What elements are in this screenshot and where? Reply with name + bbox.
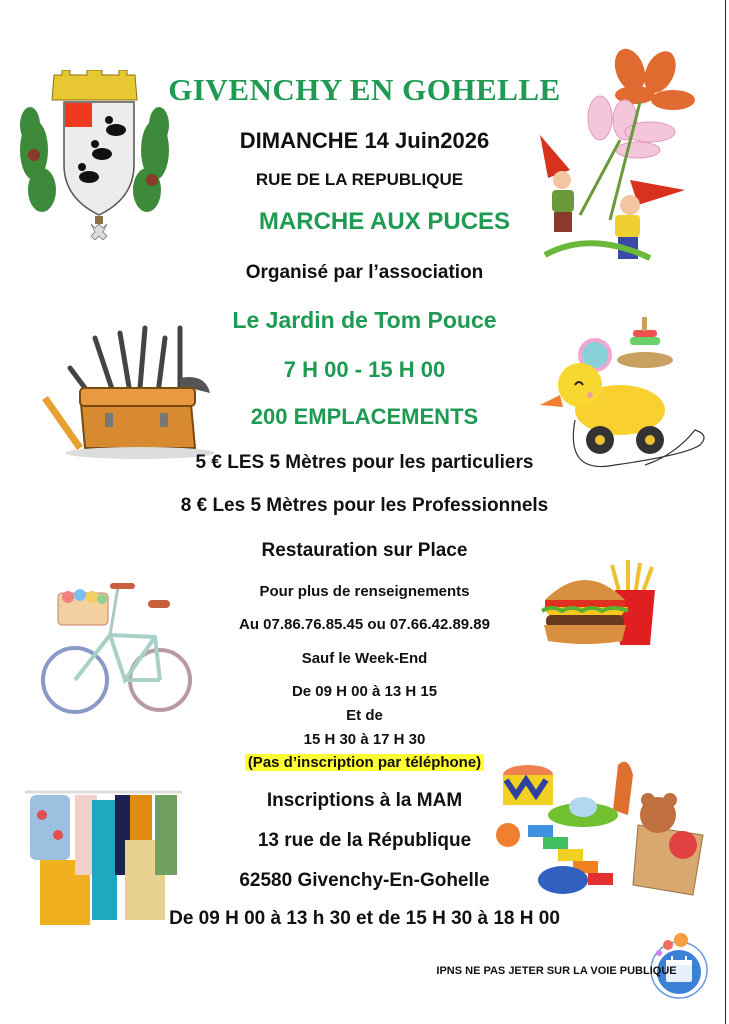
except-weekend: Sauf le Week-End <box>301 650 428 667</box>
phone-numbers: Au 07.86.76.85.45 ou 07.66.42.89.89 <box>238 616 490 633</box>
phone-hours-and: Et de <box>346 707 383 724</box>
toolbox-icon <box>40 318 215 463</box>
town-title: GIVENCHY EN GOHELLE <box>168 72 561 107</box>
signup-place: Inscriptions à la MAM <box>266 790 463 811</box>
event-date: DIMANCHE 14 Juin2026 <box>239 128 490 153</box>
event-name: MARCHE AUX PUCES <box>258 208 511 235</box>
event-hours: 7 H 00 - 15 H 00 <box>283 357 446 382</box>
signup-city: 62580 Givenchy-En-Gohelle <box>239 870 490 891</box>
event-street: RUE DE LA REPUBLIQUE <box>255 170 464 189</box>
footer-disposal-notice: IPNS NE PAS JETER SUR LA VOIE PUBLIQUE <box>436 965 677 977</box>
association-name: Le Jardin de Tom Pouce <box>232 307 497 333</box>
burger-fries-icon <box>540 555 665 650</box>
organised-by: Organisé par l’association <box>245 262 484 283</box>
food-info: Restauration sur Place <box>261 540 468 561</box>
price-private: 5 € LES 5 Mètres pour les particuliers <box>195 452 534 473</box>
signup-address: 13 rue de la République <box>257 830 472 851</box>
no-phone-signup-highlight: (Pas d’inscription par téléphone) <box>245 754 484 771</box>
phone-hours-morning: De 09 H 00 à 13 H 15 <box>291 683 438 700</box>
spots-count: 200 EMPLACEMENTS <box>250 404 479 429</box>
info-label: Pour plus de renseignements <box>259 583 470 600</box>
price-professional: 8 € Les 5 Mètres pour les Professionnels <box>180 495 549 516</box>
phone-hours-afternoon: 15 H 30 à 17 H 30 <box>303 731 426 748</box>
no-phone-signup-note <box>0 754 729 771</box>
signup-hours: De 09 H 00 à 13 h 30 et de 15 H 30 à 18 H 00 <box>169 908 560 929</box>
